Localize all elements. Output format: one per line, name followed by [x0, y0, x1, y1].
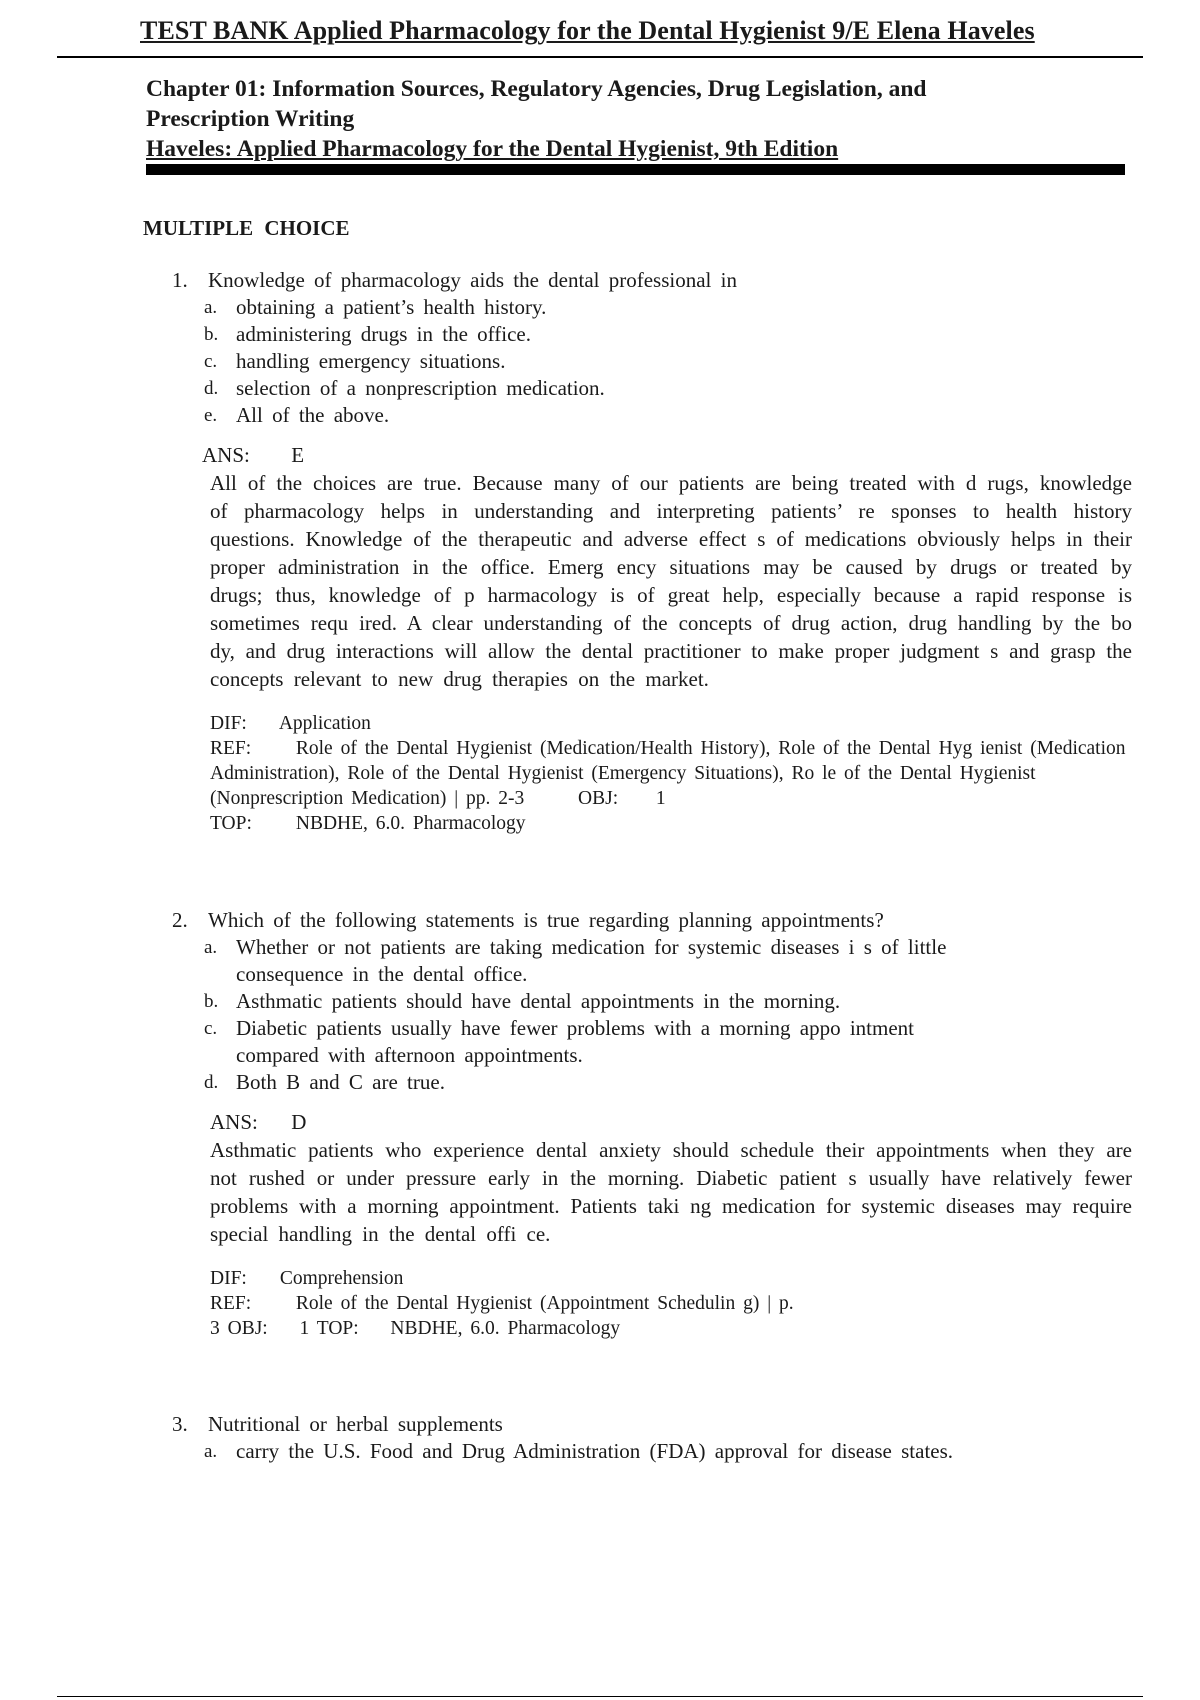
option-c [204, 348, 1132, 375]
objective-label: OBJ: [227, 1318, 268, 1339]
option-letter: d. [204, 1072, 219, 1093]
page-title: TEST BANK Applied Pharmacology for the Dental Hygienist 9/E Elena Haveles [140, 16, 1035, 45]
answer-value: D [291, 1110, 307, 1134]
reference-line [210, 736, 1132, 811]
answer-label: ANS: [202, 443, 250, 467]
objective-label: OBJ: [578, 788, 619, 809]
option-letter: b. [204, 991, 219, 1012]
question-number: 3. [172, 1412, 188, 1436]
option-a [204, 934, 964, 988]
reference-label: REF: [210, 738, 252, 759]
topic-value: NBDHE, 6.0. Pharmacology [390, 1318, 621, 1339]
option-e [204, 402, 1132, 429]
topic-label: TOP: [210, 813, 252, 834]
option-text: selection of a nonprescription medication. [236, 376, 605, 400]
reference-line [210, 1291, 810, 1341]
question-text: Nutritional or herbal supplements [208, 1412, 503, 1436]
option-c [204, 1015, 964, 1069]
question-stem [172, 1410, 1132, 1438]
answer-rationale: Asthmatic patients who experience dental anxiety should schedule their appointments when they are not rushed or under pressure early in the morning. Diabetic patient s usually have relatively fewer problems with a morning appointment. Patients taki ng medication for systemic diseases may require special handling in the dental offi ce. [210, 1138, 1132, 1246]
option-list [204, 1438, 1132, 1465]
difficulty-value: Comprehension [279, 1268, 404, 1289]
footer-divider [57, 1696, 1143, 1697]
question-metadata [210, 711, 1132, 836]
chapter-heading [146, 74, 1126, 164]
chapter-title-line1: Chapter 01: Information Sources, Regulatory Agencies, Drug Legislation, and [146, 76, 927, 102]
option-a [204, 1438, 1132, 1465]
reference-value: Role of the Dental Hygienist (Appointment Schedulin g) | p. 3 [210, 1293, 794, 1339]
reference-label: REF: [210, 1293, 252, 1314]
option-text: All of the above. [236, 403, 390, 427]
header-divider [57, 56, 1143, 58]
option-d [204, 375, 1132, 402]
option-text: Asthmatic patients should have dental appointments in the morning. [236, 989, 841, 1013]
answer-rationale: All of the choices are true. Because many of our patients are being treated with d rugs, knowledge of pharmacology helps in understanding and interpreting patients’ re sponses to health history questions. Knowledge of the therapeutic and adverse effect s of medications obviously helps in their proper administration in the office. Emerg ency situations may be caused by drugs or treated by drugs; thus, knowledge of p harmacology is of great help, especially because a rapid response is sometimes requ ired. A clear understanding of the concepts of drug action, drug handling by the bo dy, and drug interactions will allow the dental practitioner to make proper judgment s and grasp the concepts relevant to new drug therapies on the market. [210, 471, 1132, 691]
question-number: 2. [172, 908, 188, 932]
option-text: Diabetic patients usually have fewer problems with a morning appo intment compared with afternoon appointments. [236, 1016, 914, 1067]
chapter-title-line2: Prescription Writing [146, 106, 355, 132]
answer-line [210, 1108, 1132, 1136]
question-1 [172, 266, 1132, 836]
question-metadata [210, 1266, 810, 1341]
question-number: 1. [172, 268, 188, 292]
option-text: obtaining a patient’s health history. [236, 295, 547, 319]
question-text: Knowledge of pharmacology aids the dental professional in [208, 268, 737, 292]
option-d [204, 1069, 964, 1096]
option-letter: e. [204, 405, 218, 426]
option-text: Whether or not patients are taking medication for systemic diseases i s of little consequence in the dental office. [236, 935, 947, 986]
option-letter: c. [204, 1018, 218, 1039]
reference-value: Role of the Dental Hygienist (Medication/Health History), Role of the Dental Hyg ienist (Medication Administration), Role of the Dental Hygienist (Emergency Situations), Ro le of the Dental Hygienist (Nonprescription Medication) | pp. 2-3 [210, 738, 1126, 809]
question-stem [172, 906, 1132, 934]
topic-value: NBDHE, 6.0. Pharmacology [295, 813, 526, 834]
question-2 [172, 906, 1132, 1341]
difficulty-label: DIF: [210, 713, 247, 734]
section-heading: MULTIPLE CHOICE [143, 216, 350, 240]
answer-line [202, 441, 1132, 469]
difficulty-line [210, 711, 1132, 736]
book-title: Haveles: Applied Pharmacology for the Dental Hygienist, 9th Edition [146, 136, 839, 162]
question-text: Which of the following statements is true regarding planning appointments? [208, 908, 884, 932]
option-letter: a. [204, 1441, 218, 1462]
option-letter: a. [204, 937, 218, 958]
answer-label: ANS: [210, 1110, 258, 1134]
difficulty-label: DIF: [210, 1268, 247, 1289]
option-letter: b. [204, 324, 219, 345]
option-text: Both B and C are true. [236, 1070, 445, 1094]
option-a [204, 294, 1132, 321]
chapter-divider [146, 164, 1125, 175]
option-b [204, 321, 1132, 348]
question-3 [172, 1410, 1132, 1465]
topic-line [210, 811, 1132, 836]
option-letter: c. [204, 351, 218, 372]
option-b [204, 988, 964, 1015]
objective-value: 1 [299, 1318, 310, 1339]
difficulty-value: Application [278, 713, 371, 734]
option-list [204, 934, 964, 1096]
option-text: carry the U.S. Food and Drug Administration (FDA) approval for disease states. [236, 1439, 954, 1463]
option-letter: d. [204, 378, 219, 399]
objective-value: 1 [655, 788, 666, 809]
topic-label: TOP: [316, 1318, 359, 1339]
option-letter: a. [204, 297, 218, 318]
option-text: administering drugs in the office. [236, 322, 531, 346]
difficulty-line [210, 1266, 810, 1291]
option-text: handling emergency situations. [236, 349, 506, 373]
option-list [204, 294, 1132, 429]
question-stem [172, 266, 1132, 294]
answer-value: E [291, 443, 305, 467]
